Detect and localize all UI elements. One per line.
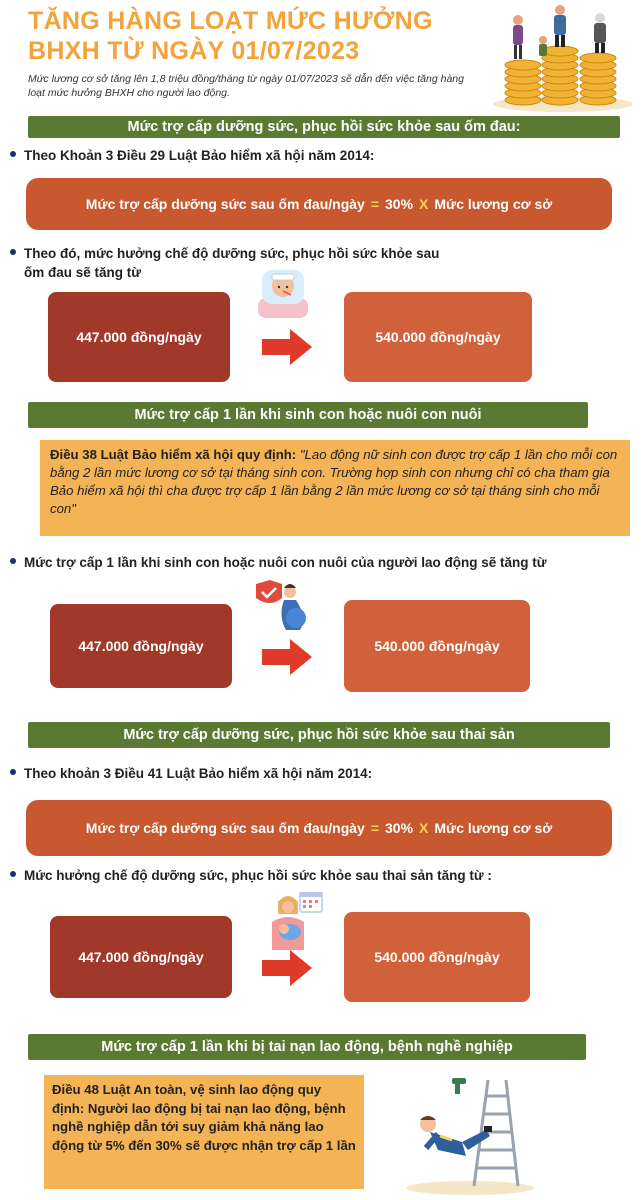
sick-person-icon	[252, 262, 314, 320]
arrow-right-icon	[262, 950, 312, 986]
section-heading-work-accident: Mức trợ cấp 1 lần khi bị tai nạn lao động, bệnh nghề nghiệp	[28, 1034, 586, 1060]
arrow-right-icon	[262, 639, 312, 675]
section-heading-sickness-recovery: Mức trợ cấp dưỡng sức, phục hồi sức khỏe sau ốm đau:	[28, 116, 620, 138]
to-value-box-3: 540.000 đồng/ngày	[344, 912, 530, 1002]
bullet-dot-icon	[10, 769, 16, 775]
from-value-box-2: 447.000 đồng/ngày	[50, 604, 232, 688]
legal-quote-article-48: Điều 48 Luật An toàn, vệ sinh lao động quy định: Người lao động bị tai nạn lao động, bệnh nghề nghiệp dẫn tới suy giảm khả năng lao động từ 5% đến 30% sẽ được nhận trợ cấp 1 lần	[44, 1075, 364, 1189]
bullet-dot-icon	[10, 871, 16, 877]
bullet-dot-icon	[10, 151, 16, 157]
page-title: TĂNG HÀNG LOẠT MỨC HƯỞNG BHXH TỪ NGÀY 01/07/2023	[28, 7, 433, 65]
bullet-dot-icon	[10, 249, 16, 255]
bullet-legal-basis-3: Theo khoản 3 Điều 41 Luật Bảo hiểm xã hội năm 2014:	[10, 764, 372, 783]
section-heading-childbirth: Mức trợ cấp 1 lần khi sinh con hoặc nuôi con nuôi	[28, 402, 588, 428]
mother-baby-icon	[266, 892, 324, 952]
arrow-right-icon	[262, 329, 312, 365]
pregnant-woman-icon	[250, 580, 310, 640]
bullet-increase-3: Mức hưởng chế độ dưỡng sức, phục hồi sức khỏe sau thai sản tăng từ :	[10, 866, 635, 885]
bullet-legal-basis-1: Theo Khoản 3 Điều 29 Luật Bảo hiểm xã hội năm 2014:	[10, 146, 374, 165]
to-value-box-1: 540.000 đồng/ngày	[344, 292, 532, 382]
section-heading-maternity-recovery: Mức trợ cấp dưỡng sức, phục hồi sức khỏe sau thai sản	[28, 722, 610, 748]
formula-box-sickness: Mức trợ cấp dưỡng sức sau ốm đau/ngày = 30% X Mức lương cơ sở	[26, 178, 612, 230]
coins-people-illustration	[488, 0, 638, 112]
bullet-increase-2: Mức trợ cấp 1 lần khi sinh con hoặc nuôi con nuôi của người lao động sẽ tăng từ	[10, 553, 635, 572]
page-subtitle: Mức lương cơ sở tăng lên 1,8 triệu đồng/tháng từ ngày 01/07/2023 sẽ dẫn đến việc tăng hàng loạt mức hưởng BHXH cho người lao động.	[28, 73, 464, 99]
from-value-box-1: 447.000 đồng/ngày	[48, 292, 230, 382]
bullet-dot-icon	[10, 558, 16, 564]
to-value-box-2: 540.000 đồng/ngày	[344, 600, 530, 692]
from-value-box-3: 447.000 đồng/ngày	[50, 916, 232, 998]
legal-quote-article-38: Điều 38 Luật Bảo hiểm xã hội quy định: "Lao động nữ sinh con được trợ cấp 1 lần cho mỗi con bằng 2 lần mức lương cơ sở tại tháng sinh con. Trường hợp sinh con nhưng chỉ có cha tham gia Bảo hiểm xã hội thì cha được trợ cấp 1 lần bằng 2 lần mức lương cơ sở tại tháng sinh cho mỗi con"	[40, 440, 630, 536]
bullet-increase-1: Theo đó, mức hưởng chế độ dưỡng sức, phục hồi sức khỏe sau ốm đau sẽ tăng từ	[10, 244, 490, 282]
formula-box-maternity: Mức trợ cấp dưỡng sức sau ốm đau/ngày = 30% X Mức lương cơ sở	[26, 800, 612, 856]
fallen-worker-ladder-illustration	[400, 1070, 540, 1195]
